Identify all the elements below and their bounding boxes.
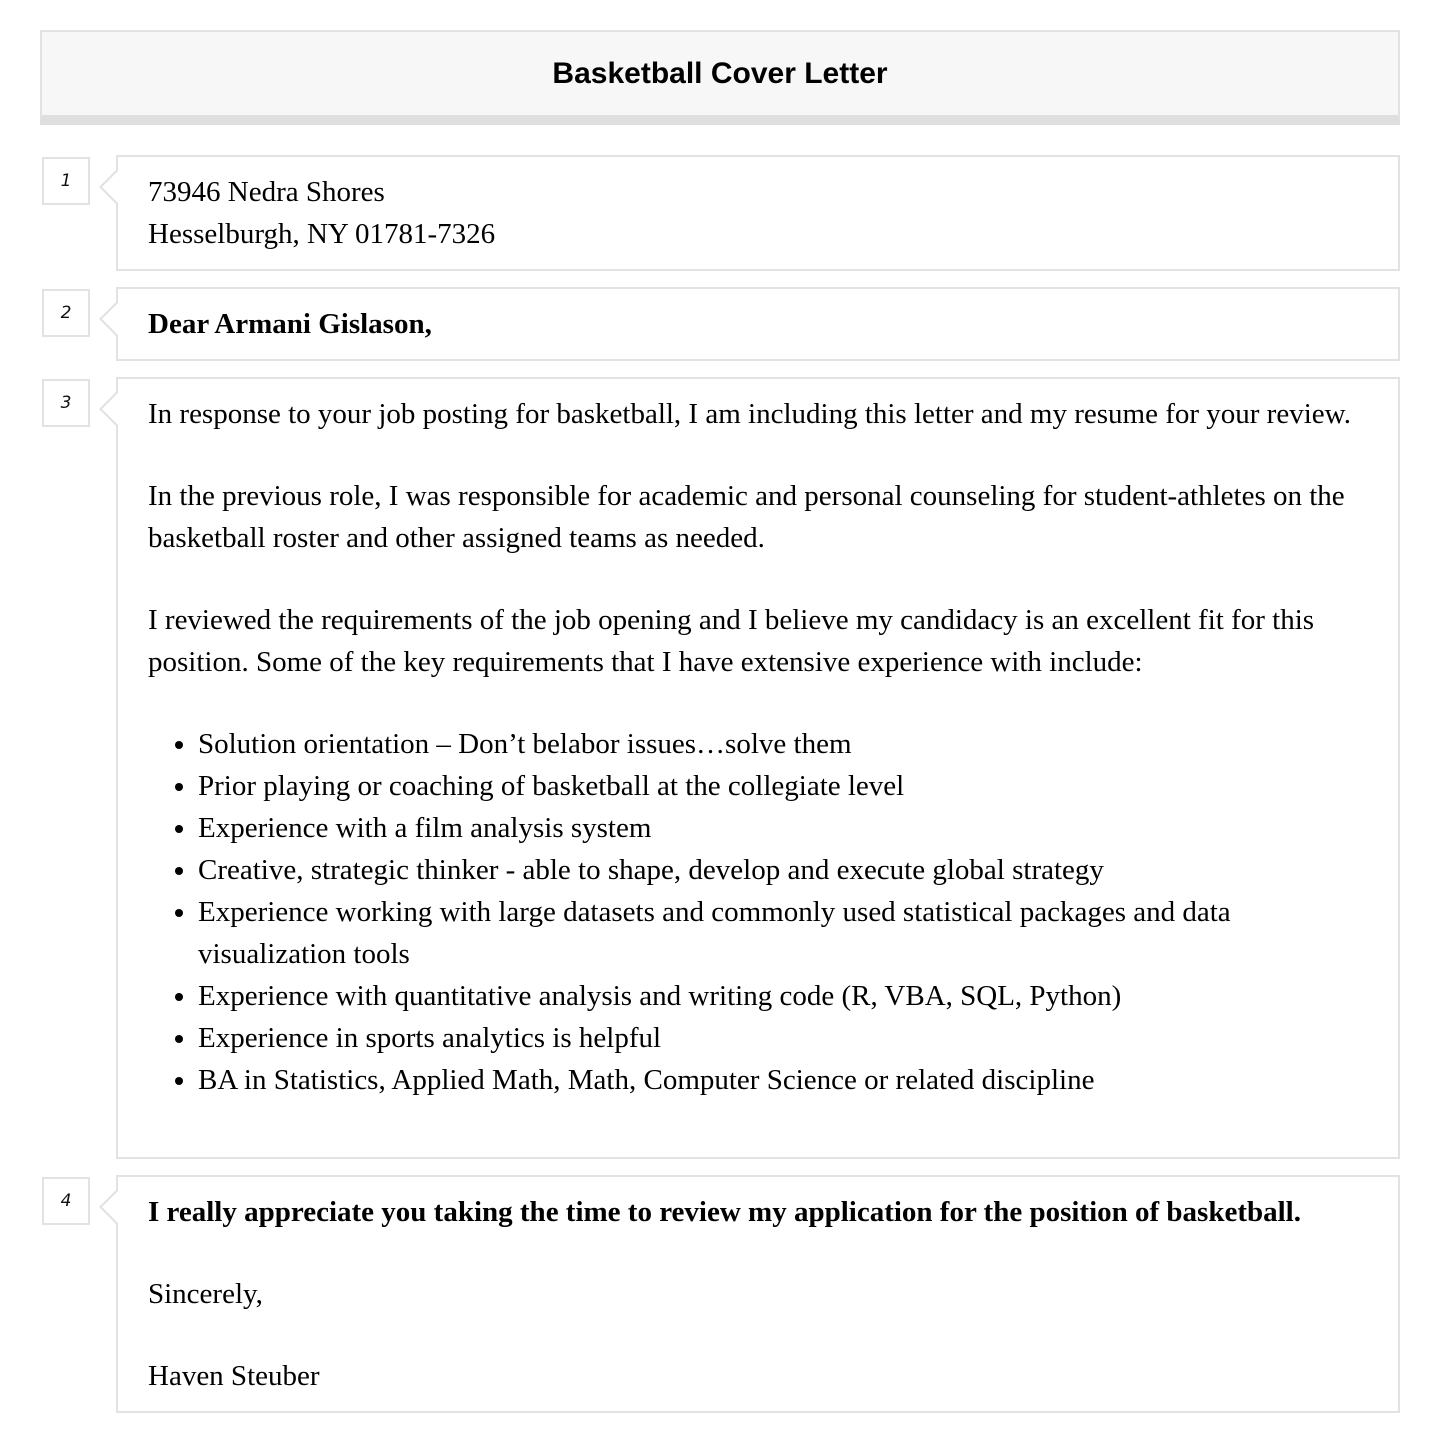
section-number: 3 — [42, 379, 90, 427]
list-item: • Solution orientation – Don’t belabor issues…solve them — [198, 723, 1368, 765]
address-line-2: Hesselburgh, NY 01781-7326 — [148, 218, 496, 250]
salutation-block — [116, 287, 1400, 361]
list-item: • BA in Statistics, Applied Math, Math, Computer Science or related discipline — [198, 1059, 1368, 1101]
list-item: • Creative, strategic thinker - able to shape, develop and execute global strategy — [198, 849, 1368, 891]
list-item: • Prior playing or coaching of basketball at the collegiate level — [198, 765, 1368, 807]
section-number: 2 — [42, 289, 90, 337]
list-item: • Experience working with large datasets and commonly used statistical packages and data visualization tools — [198, 891, 1368, 975]
salutation: Dear Armani Gislason, — [148, 308, 432, 340]
signature: Haven Steuber — [148, 1360, 320, 1392]
title-bar — [40, 30, 1400, 125]
sign-off: Sincerely, — [148, 1278, 263, 1310]
body-block — [116, 377, 1400, 1159]
closing-statement: I really appreciate you taking the time to review my application for the position of basketball. — [148, 1196, 1301, 1228]
list-item: • Experience in sports analytics is helpful — [198, 1017, 1368, 1059]
page-title: Basketball Cover Letter — [552, 57, 888, 90]
requirements-list — [148, 723, 1368, 1101]
closing-block — [116, 1175, 1400, 1413]
list-item: • Experience with quantitative analysis and writing code (R, VBA, SQL, Python) — [198, 975, 1368, 1017]
body-paragraph: I reviewed the requirements of the job opening and I believe my candidacy is an excellent fit for this position. Some of the key requirements that I have extensive experience with include: — [148, 604, 1315, 678]
section-number: 1 — [42, 157, 90, 205]
body-paragraph: In response to your job posting for basketball, I am including this letter and my resume for your review. — [148, 398, 1351, 430]
section-number: 4 — [42, 1177, 90, 1225]
list-item: • Experience with a film analysis system — [198, 807, 1368, 849]
address-line-1: 73946 Nedra Shores — [148, 176, 385, 208]
body-paragraph: In the previous role, I was responsible for academic and personal counseling for student-athletes on the basketball roster and other assigned teams as needed. — [148, 480, 1345, 554]
address-block — [116, 155, 1400, 271]
